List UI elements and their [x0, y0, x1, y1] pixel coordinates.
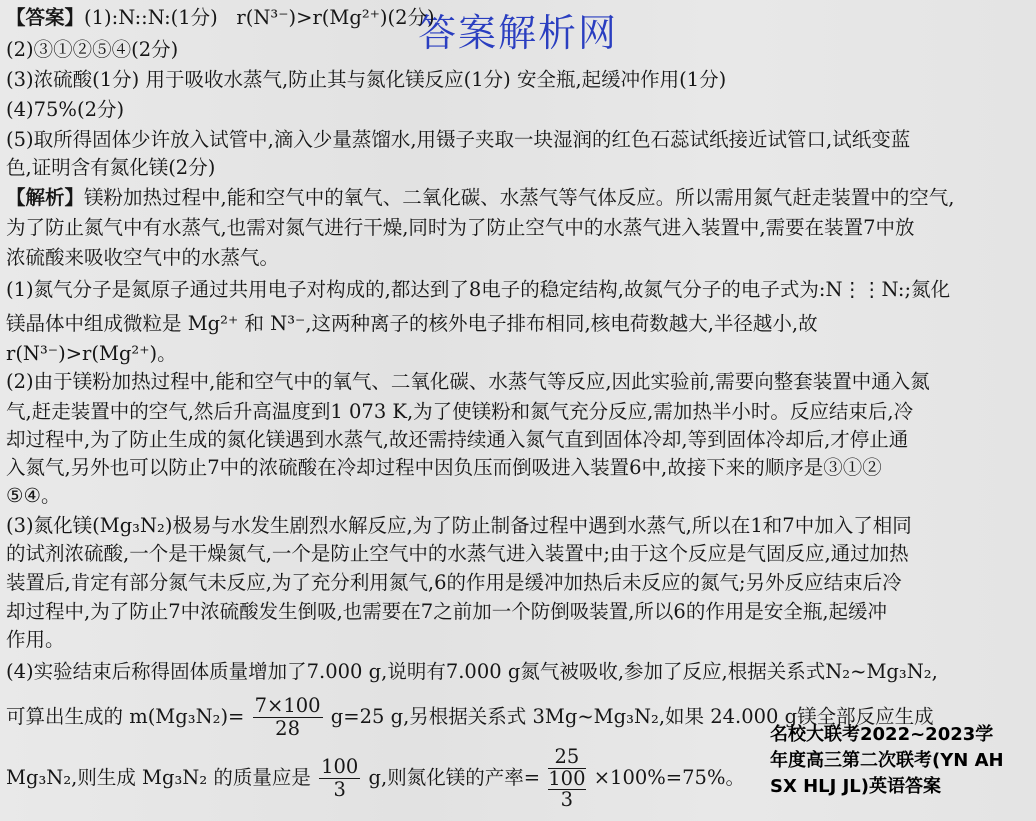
analysis-p3-line4: 却过程中,为了防止7中浓硫酸发生倒吸,也需要在7之前加一个防倒吸装置,所以6的作用是安全瓶,起缓冲	[6, 600, 888, 623]
fraction-num: 25	[548, 746, 585, 769]
analysis-p2-line5: ⑤④。	[6, 484, 61, 507]
analysis-p2-line2: 气,赶走装置中的空气,然后升高温度到1 073 K,为了使镁粉和氮气充分反应,需加热半小时。反应结束后,冷	[6, 400, 914, 423]
p4-line3-text-c: ×100%=75%。	[593, 766, 745, 789]
analysis-p3-line5: 作用。	[6, 628, 65, 651]
analysis-p1-line3: r(N³⁻)>r(Mg²⁺)。	[6, 342, 177, 365]
analysis-intro-line3: 浓硫酸来吸收空气中的水蒸气。	[6, 246, 280, 269]
fraction-den: 3	[333, 778, 346, 801]
p4-line2-text-a: 可算出生成的 m(Mg₃N₂)=	[6, 705, 245, 728]
fraction-mass-calc	[253, 695, 323, 740]
analysis-p1-line1: (1)氮气分子是氮原子通过共用电子对构成的,都达到了8电子的稳定结构,故氮气分子的电子式为:N⋮⋮N:;氮化	[6, 278, 951, 301]
fraction-den: 28	[275, 717, 300, 740]
analysis-p4-line3	[6, 746, 745, 811]
answer-label: 【答案】	[6, 6, 85, 29]
answer-q4-line: (4)75%(2分)	[6, 98, 125, 121]
analysis-p2-line3: 却过程中,为了防止生成的氮化镁遇到水蒸气,故还需持续通入氮气直到固体冷却,等到固体冷却后,才停止通	[6, 428, 909, 451]
analysis-p3-line1: (3)氮化镁(Mg₃N₂)极易与水发生剧烈水解反应,为了防止制备过程中遇到水蒸气,所以在1和7中加入了相同	[6, 514, 912, 537]
p4-line3-text-a: Mg₃N₂,则生成 Mg₃N₂ 的质量应是	[6, 766, 311, 789]
analysis-p2-line4: 入氮气,另外也可以防止7中的浓硫酸在冷却过程中因负压而倒吸进入装置6中,故接下来的顺序是③①②	[6, 456, 882, 479]
answer-q1-line	[6, 6, 435, 30]
analysis-p2-line1: (2)由于镁粉加热过程中,能和空气中的氧气、二氧化碳、水蒸气等反应,因此实验前,需要向整套装置中通入氮	[6, 370, 930, 393]
analysis-intro1: 镁粉加热过程中,能和空气中的氧气、二氧化碳、水蒸气等气体反应。所以需用氮气赶走装置中的空气,	[84, 186, 955, 209]
analysis-p4-line1: (4)实验结束后称得固体质量增加了7.000 g,说明有7.000 g氮气被吸收,参加了反应,根据关系式N₂~Mg₃N₂,	[6, 660, 938, 683]
p4-line2-text-b: g=25 g,另根据关系式 3Mg~Mg₃N₂,如果 24.000 g镁全部反应生成	[330, 705, 934, 728]
source-badge-line2: 年度高三第二次联考(YN AH	[770, 750, 1004, 771]
inner-fraction-num: 100	[548, 767, 586, 790]
analysis-intro-line1	[6, 186, 954, 210]
analysis-p3-line2: 的试剂浓硫酸,一个是干燥氮气,一个是防止空气中的水蒸气进入装置中;由于这个反应是气固反应,通过加热	[6, 542, 909, 565]
fraction-yield	[548, 746, 585, 811]
source-badge-line1: 名校大联考2022~2023学	[770, 724, 994, 745]
source-badge	[770, 722, 1036, 800]
answer-q1-compare: r(N³⁻)>r(Mg²⁺)(2分)	[236, 6, 435, 29]
inner-fraction	[548, 769, 585, 810]
analysis-p3-line3: 装置后,肯定有部分氮气未反应,为了充分利用氮气,6的作用是缓冲加热后未反应的氮气;另外反应结束后冷	[6, 571, 902, 594]
inner-fraction-den: 3	[560, 788, 574, 811]
answer-q1-formula: :N::N:	[111, 6, 171, 29]
fraction-num: 7×100	[254, 694, 321, 717]
answer-q3-line: (3)浓硫酸(1分) 用于吸收水蒸气,防止其与氮化镁反应(1分) 安全瓶,起缓冲作用(1分)	[6, 68, 727, 91]
answer-q2-line: (2)③①②⑤④(2分)	[6, 38, 179, 61]
analysis-label: 【解析】	[6, 186, 85, 209]
source-badge-line3: SX HLJ JL)英语答案	[770, 776, 941, 797]
fraction-den	[548, 769, 585, 811]
answer-q1-prefix: (1)	[84, 6, 112, 29]
fraction-theoretical-mass	[319, 756, 360, 801]
analysis-intro-line2: 为了防止氮气中有水蒸气,也需对氮气进行干燥,同时为了防止空气中的水蒸气进入装置中,需要在装置7中放	[6, 216, 915, 239]
p4-line3-text-b: g,则氮化镁的产率=	[368, 766, 541, 789]
fraction-num: 100	[321, 755, 359, 778]
watermark-text: 答案解析网	[418, 11, 619, 55]
answer-q5-line1: (5)取所得固体少许放入试管中,滴入少量蒸馏水,用镊子夹取一块湿润的红色石蕊试纸接近试管口,试纸变蓝	[6, 128, 911, 151]
answer-q5-line2: 色,证明含有氮化镁(2分)	[6, 156, 216, 179]
analysis-p1-line2: 镁晶体中组成微粒是 Mg²⁺ 和 N³⁻,这两种离子的核外电子排布相同,核电荷数越大,半径越小,故	[6, 312, 818, 335]
answer-q1-points: (1分)	[170, 6, 218, 29]
